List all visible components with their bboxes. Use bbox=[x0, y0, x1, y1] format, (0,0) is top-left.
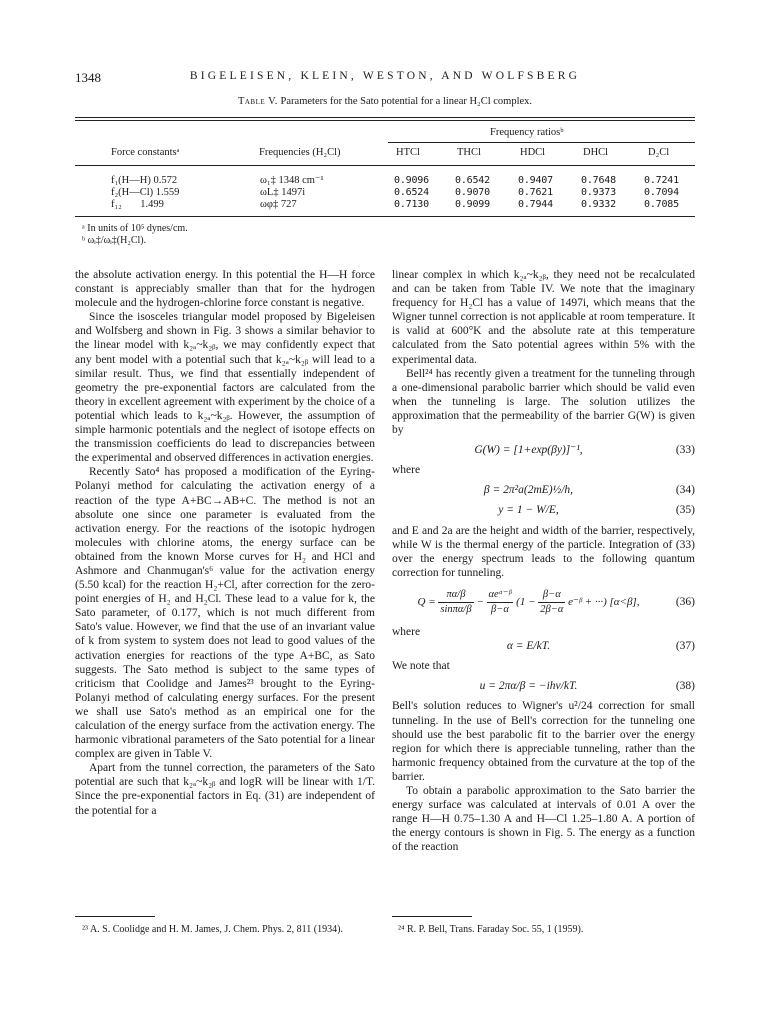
eq36-tail: e⁻ᵝ + ···) [α<β], bbox=[568, 596, 640, 608]
eq36-f2-num: αeᵅ⁻ᵝ bbox=[487, 588, 514, 603]
cell-r2-c6: 0.7085 bbox=[644, 199, 679, 210]
left-paragraph-3: Recently Sato⁴ has proposed a modification of the Eyring-Polanyi method for calculating the activation energy of a reaction of the type A+BC→AB+C. The method is not an absolute one since one parameter is evaluated from the activation energy. For the reactions of the isotopic hydrogen molecules with chlorine atoms, the energy surface can be obtained from the known Morse curves for H₂ and HCl and Ashmore and Chanmugan's⁶ value for the activation energy (5.50 kcal) for the reaction H₂+Cl, after correction for the zero-point energies of H₂ and H₂Cl. These lead to a value for k, the Sato parameter, of 0.177, which is not much different from Sato's value. However, we find that the use of an invariant value of k from system to system does not lead to good values of the activation energies for reactions of the type A+BC, as Sato suggests. The Sato method is subject to the same types of criticism that Coolidge and James²³ brought to the Eyring-Polanyi method of calculating energy surfaces. For the present we shall use Sato's method as an empirical one for the calculation of the energy surface from the activation energy. The harmonic vibrational parameters of the Sato potential for a linear complex are given in Table V. bbox=[75, 466, 375, 761]
cell-r2-c0: f₁₂ 1.499 bbox=[111, 199, 164, 210]
equation-37 bbox=[392, 639, 695, 653]
left-paragraph-1: the absolute activation energy. In this potential the H—H force constant is appreciably smaller than that for the hydrogen molecule and the hydrogen-chlorine force constant is negative. bbox=[75, 269, 375, 310]
cell-r0-c3: 0.6542 bbox=[455, 175, 490, 186]
cell-r1-c5: 0.9373 bbox=[581, 187, 616, 198]
where-label-1: where bbox=[392, 464, 421, 477]
equation-34-number: (34) bbox=[675, 484, 695, 497]
right-paragraph-3: and E and 2a are the height and width of the barrier, respectively, while W is the thermal energy of the particle. Integration of (33) over the energy spectrum leads to the following quantum correction for tunneling. bbox=[392, 524, 695, 579]
footnote-23: ²³ A. S. Coolidge and H. M. James, J. Chem. Phys. 2, 811 (1934). bbox=[82, 924, 343, 935]
cell-r1-c4: 0.7621 bbox=[518, 187, 553, 198]
equation-36-number: (36) bbox=[675, 596, 695, 609]
group-header-rule bbox=[388, 142, 695, 143]
eq36-paren: (1 − bbox=[516, 596, 536, 608]
cell-r1-c1: ωL‡ 1497i bbox=[260, 187, 306, 198]
cell-r1-c0: f₂(H—Cl) 1.559 bbox=[111, 187, 180, 198]
table-bottom-rule bbox=[75, 216, 695, 217]
eq36-fraction-3 bbox=[538, 588, 565, 617]
eq36-fraction-1 bbox=[438, 588, 473, 617]
col-header-force-constants: Force constantsᵃ bbox=[111, 147, 180, 158]
cell-r1-c2: 0.6524 bbox=[394, 187, 429, 198]
table-header-rule bbox=[75, 165, 695, 166]
equation-34-expr: β = 2π²a(2mE)½/h, bbox=[483, 484, 574, 497]
eq36-f1-den: sinπα/β bbox=[440, 603, 472, 615]
cell-r2-c1: ωφ‡ 727 bbox=[260, 199, 297, 210]
cell-r0-c4: 0.9407 bbox=[518, 175, 553, 186]
col-header-dhcl: DHCl bbox=[583, 147, 609, 158]
table-note-a: ᵃ In units of 10⁵ dynes/cm. bbox=[82, 223, 188, 234]
right-paragraph-4: Bell's solution reduces to Wigner's u²/24 correction for small tunneling. In the use of Bell's correction for the tunneling one should use the best parabolic fit to the barrier over the energy region for which there is appreciable tunneling, rather than the harmonic frequency obtained from the curvature at the top of the barrier. bbox=[392, 700, 695, 783]
right-paragraph-1: linear complex in which k₂ₐ~k₂ᵦ, they need not be recalculated and can be taken from Table IV. We note that the imaginary frequency for H₂Cl has a value of 1497i, which means that the Wigner tunnel correction is not applicable at room temperature. It is valid at 600°K and the absolute rate at this temperature calculated from the Sato potential agrees within 5% with the experimental data. bbox=[392, 269, 695, 366]
equation-38 bbox=[392, 679, 695, 693]
equation-33-expr: G(W) = [1+exp(βy)]⁻¹, bbox=[474, 444, 583, 457]
left-paragraph-4: Apart from the tunnel correction, the parameters of the Sato potential are such that k₂ₐ~k₂ᵦ and logR will be linear with 1/T. Since the pre-exponential factors in Eq. (31) are independent of the potential for a bbox=[75, 762, 375, 817]
cell-r0-c5: 0.7648 bbox=[581, 175, 616, 186]
equation-33-number: (33) bbox=[675, 444, 695, 457]
footnote-rule-right bbox=[392, 916, 472, 917]
cell-r2-c3: 0.9099 bbox=[455, 199, 490, 210]
table-caption-text: Parameters for the Sato potential for a linear H₂Cl complex. bbox=[280, 96, 533, 107]
col-header-d2cl: D₂Cl bbox=[648, 147, 670, 158]
group-header-frequency-ratios: Frequency ratiosᵇ bbox=[490, 127, 564, 138]
cell-r1-c3: 0.9070 bbox=[455, 187, 490, 198]
col-header-thcl: THCl bbox=[457, 147, 481, 158]
cell-r2-c2: 0.7130 bbox=[394, 199, 429, 210]
table-top-rule-2 bbox=[75, 120, 695, 121]
footnote-rule-left bbox=[75, 916, 155, 917]
note-that-label: We note that bbox=[392, 660, 450, 673]
eq36-lhs: Q = bbox=[417, 596, 436, 608]
left-column bbox=[75, 268, 375, 818]
equation-35-expr: y = 1 − W/E, bbox=[498, 504, 559, 517]
cell-r0-c6: 0.7241 bbox=[644, 175, 679, 186]
cell-r2-c5: 0.9332 bbox=[581, 199, 616, 210]
table-top-rule bbox=[75, 117, 695, 118]
col-header-frequencies: Frequencies (H₂Cl) bbox=[259, 147, 341, 158]
cell-r0-c0: f₁(H—H) 0.572 bbox=[111, 175, 178, 186]
eq36-f3-den: 2β−α bbox=[540, 603, 564, 615]
running-head: BIGELEISEN, KLEIN, WESTON, AND WOLFSBERG bbox=[189, 70, 581, 82]
eq36-minus: − bbox=[476, 596, 484, 608]
equation-38-expr: u = 2πα/β = −ihν/kT. bbox=[479, 680, 578, 693]
equation-36-expr bbox=[392, 588, 665, 617]
table-caption bbox=[75, 96, 695, 107]
cell-r1-c6: 0.7094 bbox=[644, 187, 679, 198]
equation-38-number: (38) bbox=[675, 680, 695, 693]
equation-37-number: (37) bbox=[675, 640, 695, 653]
equation-33 bbox=[392, 443, 695, 457]
cell-r0-c2: 0.9096 bbox=[394, 175, 429, 186]
eq36-f1-num: πα/β bbox=[438, 588, 473, 603]
table-note-b: ᵇ ωᵢ‡/ωᵢ‡(H₂Cl). bbox=[82, 235, 147, 246]
footnote-24: ²⁴ R. P. Bell, Trans. Faraday Soc. 55, 1 (1959). bbox=[398, 924, 584, 935]
equation-37-expr: α = E/kT. bbox=[506, 640, 551, 653]
cell-r0-c1: ω₁‡ 1348 cm⁻¹ bbox=[260, 175, 324, 186]
cell-r2-c4: 0.7944 bbox=[518, 199, 553, 210]
where-label-2: where bbox=[392, 626, 421, 639]
equation-34 bbox=[392, 483, 695, 497]
col-header-hdcl: HDCl bbox=[520, 147, 546, 158]
eq36-f3-num: β−α bbox=[538, 588, 565, 603]
equation-35 bbox=[392, 503, 695, 517]
left-paragraph-2: Since the isosceles triangular model proposed by Bigeleisen and Wolfsberg and shown in Fig. 3 shows a similar behavior to the linear model with k₂ₐ~k₂ᵦ, we may confidently expect that any bent model with a potential such that k₂ₐ~k₂ᵦ will lead to a similar result. Thus, we find that essentially independent of geometry the pre-exponential factors are calculated from the theory in excellent agreement with experiment by the choice of a potential which leads to k₂ₐ~k₂ᵦ. However, the assumption of simple harmonic potentials and the neglect of isotope effects on the transmission coefficients do lead to discrepancies between the experimental and observed differences in activation energies. bbox=[75, 311, 375, 465]
page-number: 1348 bbox=[75, 70, 101, 85]
table-caption-label: Table V. bbox=[237, 96, 278, 107]
eq36-f2-den: β−α bbox=[491, 603, 509, 615]
equation-35-number: (35) bbox=[675, 504, 695, 517]
equation-36 bbox=[392, 588, 695, 617]
right-paragraph-5: To obtain a parabolic approximation to the Sato barrier the energy surface was calculated at intervals of 0.01 A over the range H—H 0.75–1.30 A and H—Cl 1.25–1.80 A. A portion of the energy contours is shown in Fig. 5. The energy as a function of the reaction bbox=[392, 785, 695, 854]
right-column bbox=[392, 268, 695, 854]
col-header-htcl: HTCl bbox=[396, 147, 420, 158]
eq36-fraction-2 bbox=[487, 588, 514, 617]
right-paragraph-2: Bell²⁴ has recently given a treatment for the tunneling through a one-dimensional parabolic barrier which should be valid even when the tunneling is large. The solution utilizes the approximation that the permeability of the barrier G(W) is given by bbox=[392, 367, 695, 437]
